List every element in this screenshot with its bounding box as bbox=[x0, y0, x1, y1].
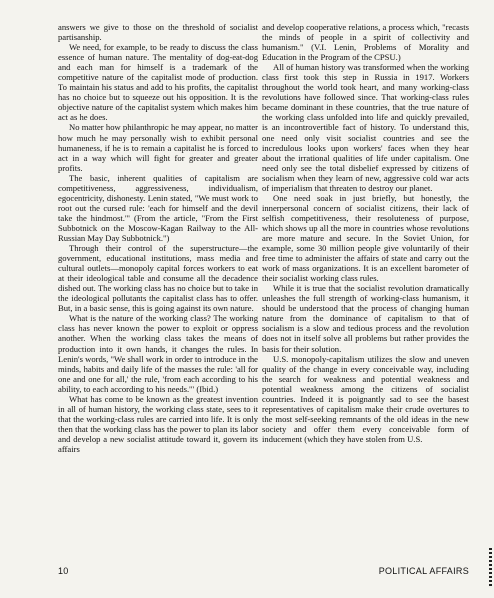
right-column bbox=[262, 22, 469, 444]
paragraph: One need soak in just briefly, but honestly, the innerpersonal concern of socialist citizens, their lack of selfish competitiveness, their resoluteness of purpose, which shows up all the more in countries whose revolutions are more mature and secure. In the Soviet Union, for example, some 30 million people give voluntarily of their free time to administer the affairs of state and carry out the work of mass organizations. It is an excellent barometer of their socialist working class rules. bbox=[262, 192, 469, 284]
paragraph: All of human history was transformed when the working class first took this step in Russia in 1917. Workers throughout the world took heart, and many working-class revolutions have followed since. That working-class rules became dominant in these countries, that the true nature of the working class unfolded into life and quickly prevailed, is an incontrovertible fact of history. To understand this, one need only visit socialist countries and see the incredulous looks upon workers' faces when they hear about the irrational qualities of life under capitalism. One need only see the total disbelief expressed by citizens of socialism when they learn of new, aggressive cold war acts of imperialism that threaten to destroy our planet. bbox=[262, 62, 469, 193]
paragraph: U.S. monopoly-capitalism utilizes the slow and uneven quality of the change in every conceivable way, including the search for weakness and potential weakness and potential weakness among the citizens of socialist countries. Indeed it is poignantly sad to see the basest representatives of capitalism make their crude overtures to the most self-seeking remnants of the old ideas in the new society and offer them every conceivable form of inducement (which they have stolen from U.S. bbox=[262, 353, 469, 444]
page-number: 10 bbox=[58, 566, 69, 576]
paragraph: We need, for example, to be ready to discuss the class essence of human nature. The mentality of dog-eat-dog and each man for himself is a trademark of the competitive nature of the capitalist mode of production. To maintain his status and add to his profits, the capitalist has no choice but to squeeze out his opposition. It is the objective nature of the capitalist system which makes him act as he does. bbox=[58, 42, 258, 123]
running-head: POLITICAL AFFAIRS bbox=[378, 566, 469, 576]
paragraph: The basic, inherent qualities of capitalism are competitiveness, aggressiveness, individualism, egocentricity, dishonesty. Lenin stated, "We must work to root out the cursed rule: 'each for himself and the devil take the hindmost.'" (From the article, "From the First Subbotnick on the Moscow-Kagan Railway to the All-Russian May Day Subbotnick.") bbox=[58, 172, 258, 243]
scan-edge-mark bbox=[489, 548, 492, 588]
paragraph: While it is true that the socialist revolution dramatically unleashes the full strength of working-class humanism, it should be understood that the process of changing human nature from the dominance of capitalism to that of socialism is a slow and tedious process and the revolution does not in itself solve all problems but rather provides the basis for their solution. bbox=[262, 283, 469, 354]
paragraph: and develop cooperative relations, a process which, "recasts the minds of people in a spirit of collectivity and humanism." (V.I. Lenin, Problems of Morality and Education in the Program of the CPSU.) bbox=[262, 22, 469, 63]
paragraph: Through their control of the superstructure—the government, educational institutions, mass media and cultural outlets—monopoly capital forces workers to eat at their ideological table and consume all the decadence dished out. The working class has no choice but to take in the ideological pollutants the capitalist class has to offer. But, in a basic sense, this is going against its own nature. bbox=[58, 243, 258, 314]
paragraph: What has come to be known as the greatest invention in all of human history, the working class state, sees to it that the working-class rules are carried into life. It is only then that the working class has the power to plan its labor and develop a new socialist attitude toward it, govern its affairs bbox=[58, 393, 258, 454]
left-column bbox=[58, 22, 258, 454]
paragraph: No matter how philanthropic he may appear, no matter how much he may personally wish to exhibit personal humaneness, if he is to remain a capitalist he is forced to act in a way which will fight for greater and greater profits. bbox=[58, 122, 258, 173]
paragraph: What is the nature of the working class? The working class has never known the power to exploit or oppress another. When the working class takes the means of production into it own hands, it changes the rules. In Lenin's words, "We shall work in order to introduce in the minds, habits and daily life of the masses the rule: 'all for one and one for all,' the rule, 'from each according to his ability, to each according to his needs.'" (Ibid.) bbox=[58, 313, 258, 394]
paragraph: answers we give to those on the threshold of socialist partisanship. bbox=[58, 22, 258, 43]
